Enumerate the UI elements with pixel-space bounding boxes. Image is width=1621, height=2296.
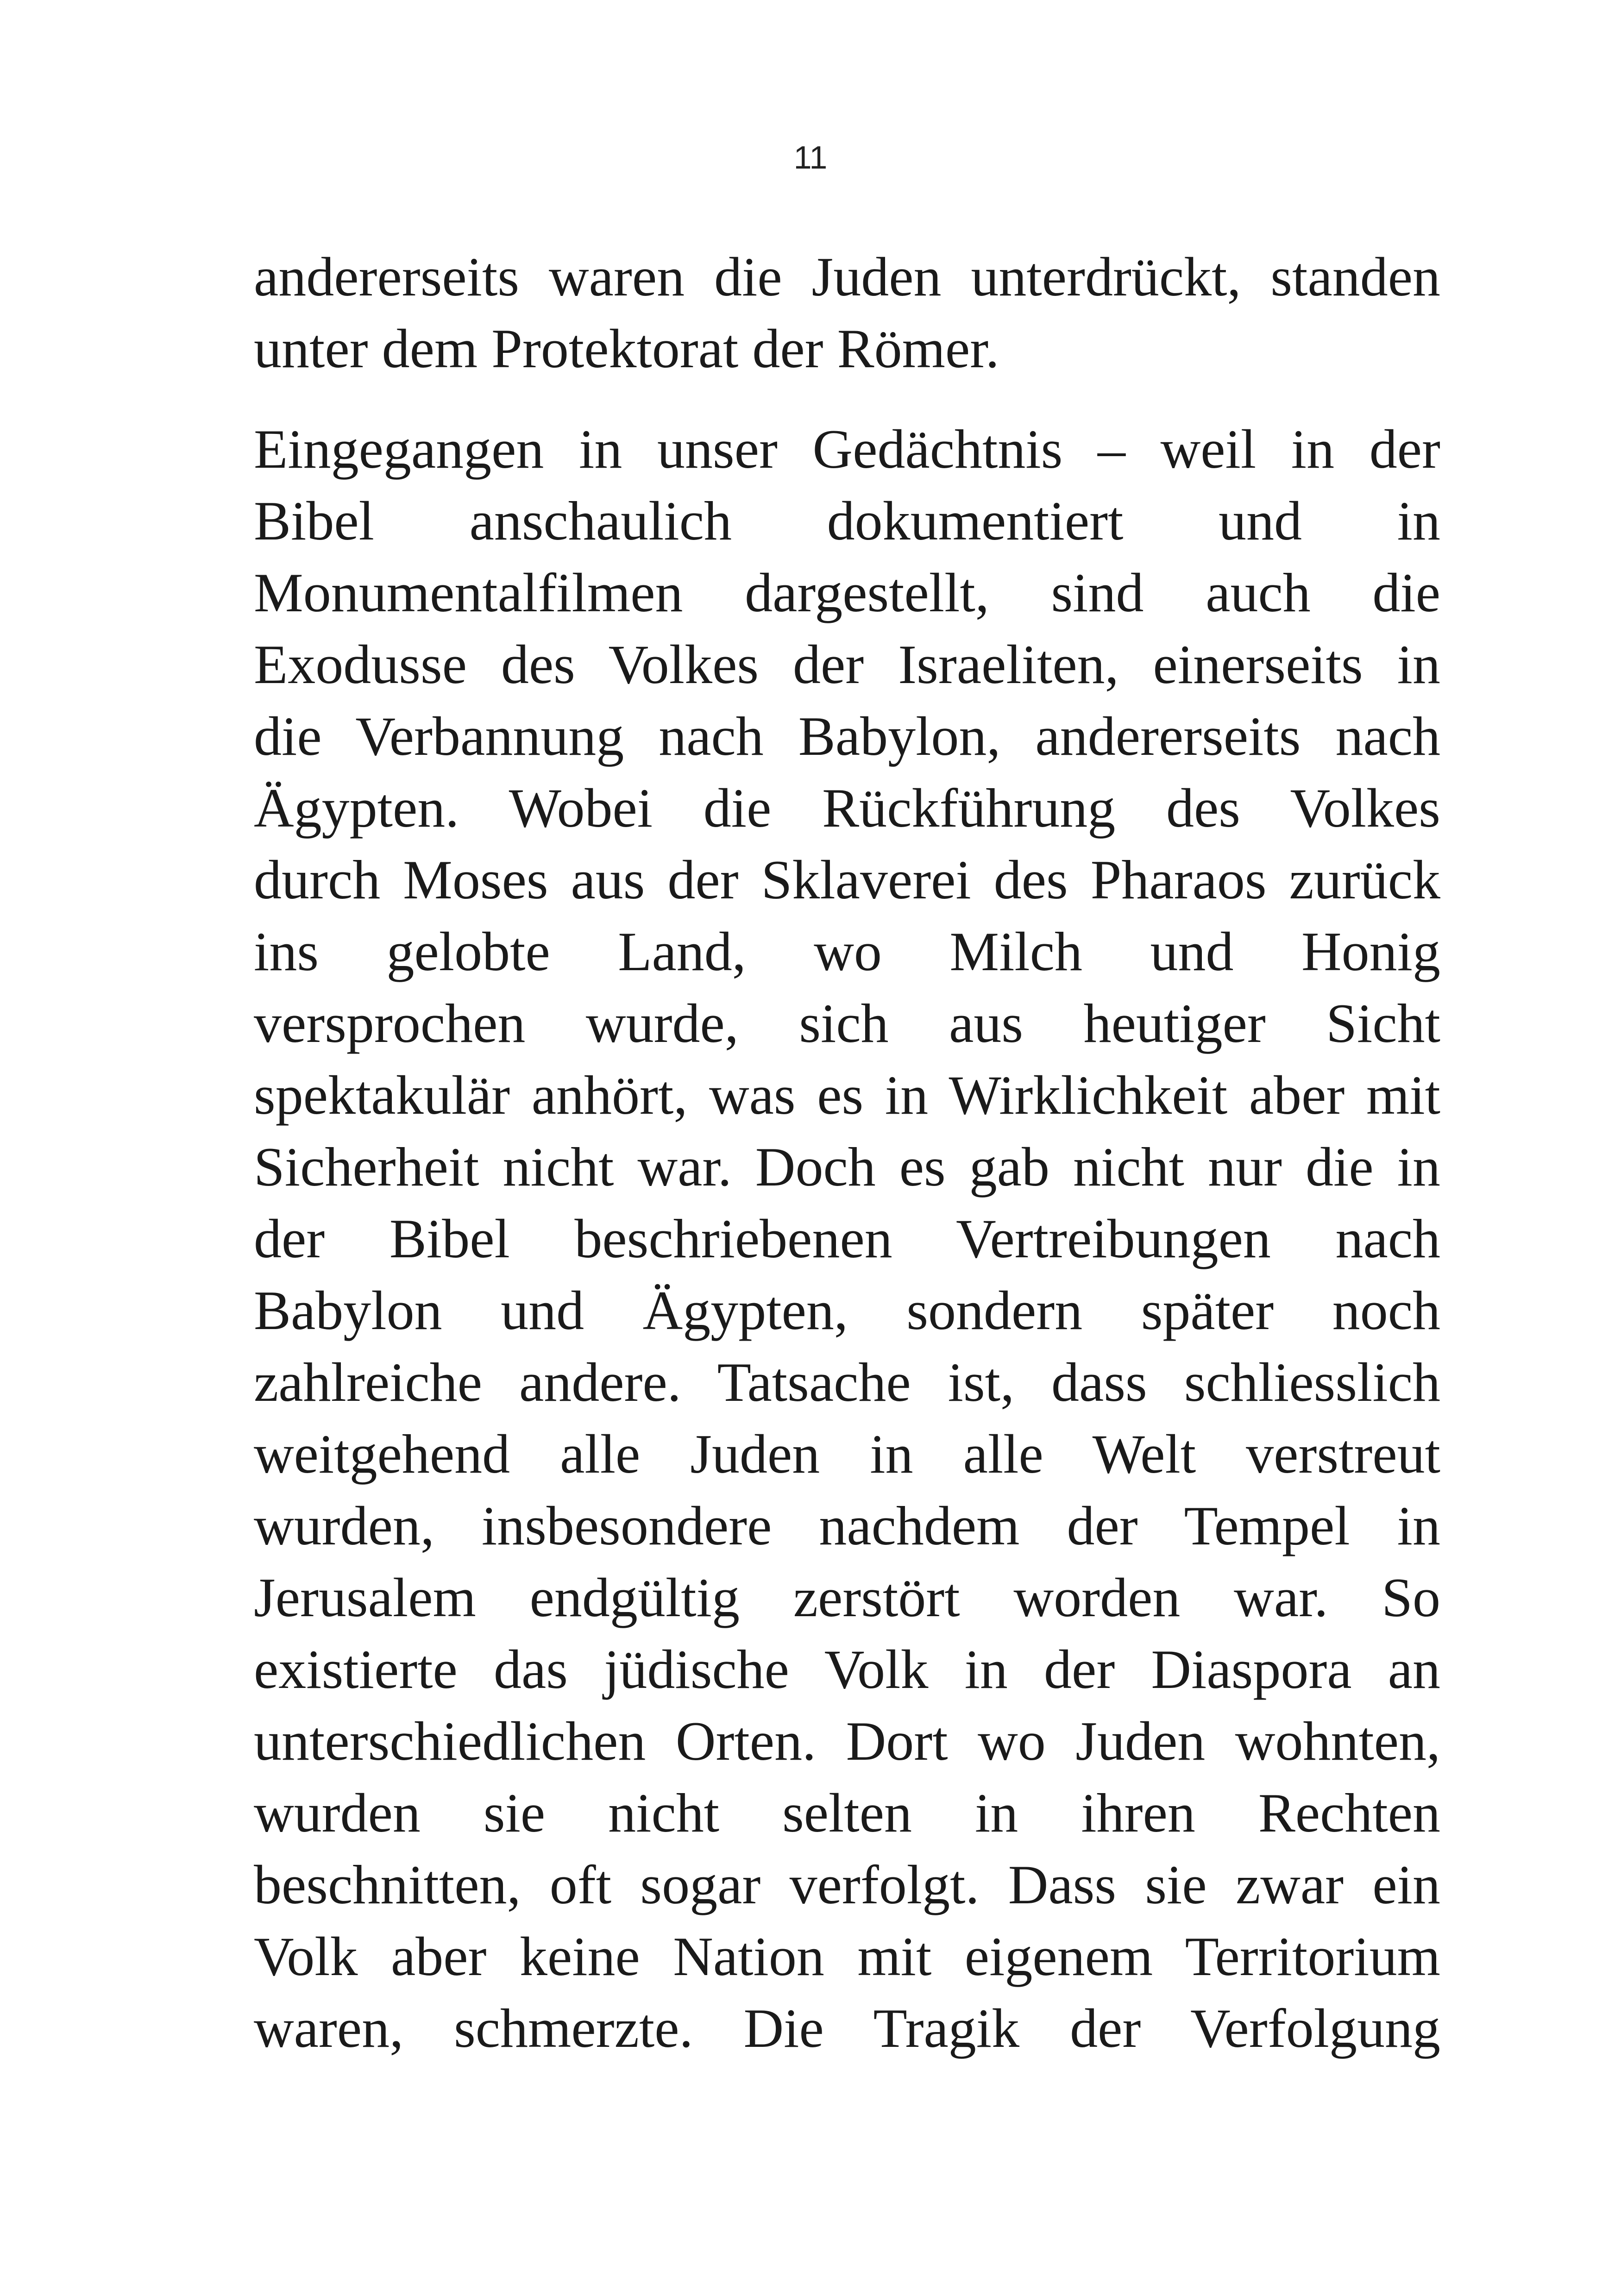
text-line: weitgehend alle Juden in alle Welt verstreut (254, 1423, 1440, 1485)
text-line: durch Moses aus der Sklaverei des Pharaos zurück (254, 849, 1440, 910)
body-text (254, 241, 1440, 2064)
text-line: wurden sie nicht selten in ihren Rechten (254, 1782, 1440, 1844)
text-line: Ägypten. Wobei die Rückführung des Volkes (254, 777, 1440, 839)
text-line: Babylon und Ägypten, sondern später noch (254, 1280, 1440, 1341)
text-line: waren, schmerzte. Die Tragik der Verfolgung (254, 1997, 1440, 2059)
text-line: Sicherheit nicht war. Doch es gab nicht nur die in (254, 1136, 1440, 1198)
text-line: zahlreiche andere. Tatsache ist, dass schliesslich (254, 1351, 1440, 1413)
text-line: Eingegangen in unser Gedächtnis – weil in der (254, 418, 1440, 480)
text-line: unterschiedlichen Orten. Dort wo Juden wohnten, (254, 1710, 1440, 1772)
text-line: spektakulär anhört, was es in Wirklichkeit aber mit (254, 1064, 1440, 1126)
text-line: existierte das jüdische Volk in der Diaspora an (254, 1638, 1440, 1700)
text-line: versprochen wurde, sich aus heutiger Sicht (254, 992, 1440, 1054)
text-line: unter dem Protektorat der Römer. (254, 318, 999, 379)
paragraph-spacing (254, 384, 1440, 413)
text-line: die Verbannung nach Babylon, andererseits nach (254, 705, 1440, 767)
text-line: Jerusalem endgültig zerstört worden war. So (254, 1567, 1440, 1628)
paragraph-1 (254, 241, 1440, 384)
page-number: 11 (793, 139, 828, 176)
text-line: der Bibel beschriebenen Vertreibungen nach (254, 1208, 1440, 1269)
text-line: ins gelobte Land, wo Milch und Honig (254, 921, 1440, 982)
text-line: andererseits waren die Juden unterdrückt, standen (254, 246, 1440, 307)
text-line: Bibel anschaulich dokumentiert und in (254, 490, 1440, 552)
text-line: Exodusse des Volkes der Israeliten, einerseits in (254, 634, 1440, 695)
text-line: Monumentalfilmen dargestellt, sind auch die (254, 562, 1440, 623)
text-line: beschnitten, oft sogar verfolgt. Dass sie zwar ein (254, 1854, 1440, 1915)
text-line: wurden, insbesondere nachdem der Tempel in (254, 1495, 1440, 1556)
paragraph-2 (254, 413, 1440, 2064)
text-line: Volk aber keine Nation mit eigenem Territorium (254, 1926, 1440, 1987)
